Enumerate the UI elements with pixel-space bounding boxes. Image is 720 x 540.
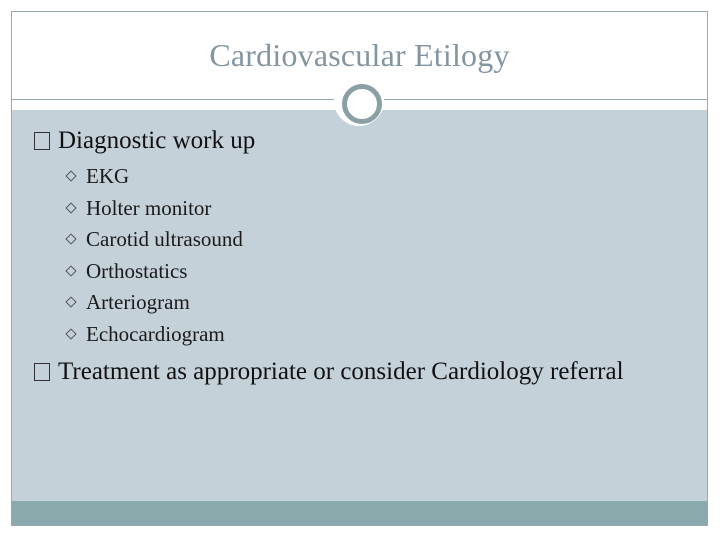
sub-bullet-text: Holter monitor <box>86 195 212 220</box>
sub-bullet-item <box>34 256 694 288</box>
bullet-text: Treatment as appropriate or consider Cardiology referral <box>58 358 624 385</box>
bullet-item <box>34 356 694 388</box>
bullet-text: Diagnostic work up <box>58 127 256 154</box>
sub-bullet-text: Echocardiogram <box>86 321 225 346</box>
slide-frame <box>11 11 708 526</box>
diamond-outline-icon <box>65 233 76 244</box>
bullet-item <box>34 125 694 157</box>
sub-bullet-list <box>34 161 694 350</box>
sub-bullet-text: Carotid ultrasound <box>86 227 243 251</box>
diamond-outline-icon <box>65 328 76 339</box>
decorative-ring-icon <box>342 84 382 124</box>
sub-bullet-text: Arteriogram <box>86 290 190 314</box>
sub-bullet-item <box>34 193 694 225</box>
slide-title: Cardiovascular Etilogy <box>209 37 510 73</box>
slide-content <box>34 125 694 392</box>
diamond-outline-icon <box>65 296 76 307</box>
diamond-outline-icon <box>65 265 76 276</box>
sub-bullet-item <box>34 287 694 319</box>
square-box-icon <box>34 363 50 381</box>
sub-bullet-text: Orthostatics <box>86 258 188 283</box>
diamond-outline-icon <box>65 170 76 181</box>
footer-band <box>12 501 707 525</box>
diamond-outline-icon <box>65 202 76 213</box>
sub-bullet-item <box>34 319 694 351</box>
sub-bullet-item <box>34 161 694 193</box>
sub-bullet-text: EKG <box>86 164 130 188</box>
square-box-icon <box>34 132 50 150</box>
sub-bullet-item <box>34 224 694 256</box>
